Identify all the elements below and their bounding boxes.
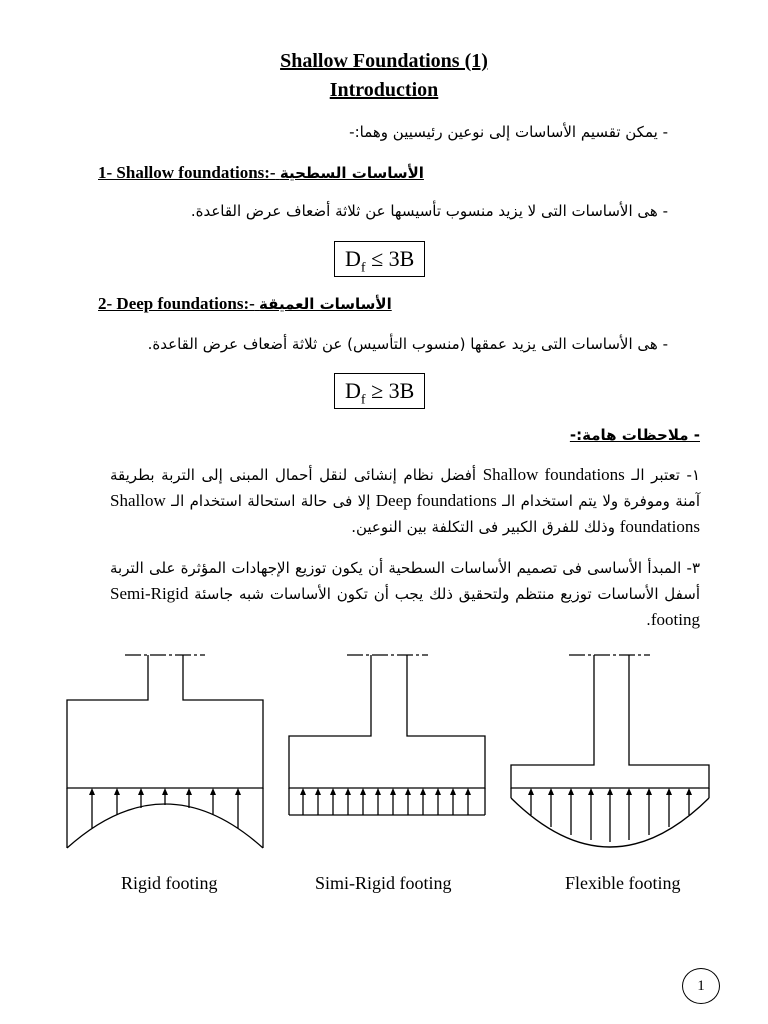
page-title: Shallow Foundations (1) xyxy=(280,50,488,72)
intro-line: - يمكن تقسيم الأساسات إلى نوعين رئيسيين وهما:- xyxy=(349,123,668,141)
section2-heading-en: 2- Deep foundations:- xyxy=(98,294,255,313)
note-2: ٣- المبدأ الأساسى فى تصميم الأساسات السطحية أن يكون توزيع الإجهادات المؤثرة على التربة أسفل الأساسات توزيع منتظم ولتحقيق ذلك يجب أن تكون الأساسات شبه جاسئة Semi-Rigid footing. xyxy=(110,559,700,629)
page-number: 1 xyxy=(682,968,720,1004)
section1-heading xyxy=(98,163,424,183)
section2-heading-ar: الأساسات العميقة xyxy=(259,295,392,313)
flexible-footing-diagram xyxy=(511,655,709,847)
section2-definition: - هى الأساسات التى يزيد عمقها (منسوب التأسيس) عن ثلاثة أضعاف عرض القاعدة. xyxy=(147,335,668,353)
flexible-stress-arrows xyxy=(531,792,689,842)
rigid-footing-caption: Rigid footing xyxy=(121,873,218,893)
section1-heading-ar: الأساسات السطحية xyxy=(279,164,424,182)
rigid-stress-arrows xyxy=(92,792,238,828)
section1-heading-en: 1- Shallow foundations:- xyxy=(98,163,276,182)
section1-definition: - هى الأساسات التى لا يزيد منسوب تأسيسها عن ثلاثة أضعاف عرض القاعدة. xyxy=(190,202,668,220)
notes-heading: - ملاحظات هامة:- xyxy=(569,426,700,444)
semi-rigid-footing-caption: Simi-Rigid footing xyxy=(315,873,452,893)
footing-diagrams xyxy=(0,640,768,870)
page-subtitle: Introduction xyxy=(329,79,439,101)
rigid-footing-diagram xyxy=(67,655,263,848)
section2-heading xyxy=(98,294,392,314)
flexible-footing-caption: Flexible footing xyxy=(565,873,681,893)
semi-rigid-stress-arrows xyxy=(303,792,468,815)
formula-deep: $D_f \ge 3B$ xyxy=(334,373,425,409)
formula-shallow: $D_f \le 3B$ xyxy=(334,241,425,277)
note-1: ١- تعتبر الـ Shallow foundations أفضل نظام إنشائى لنقل أحمال المبنى إلى التربة بطريقة آمنة وموفرة ولا يتم استخدام الـ Deep foundations إلا فى حالة استحالة استخدام الـ Shallow foundations وذلك للفرق الكبير فى التكلفة بين النوعين. xyxy=(110,465,700,536)
